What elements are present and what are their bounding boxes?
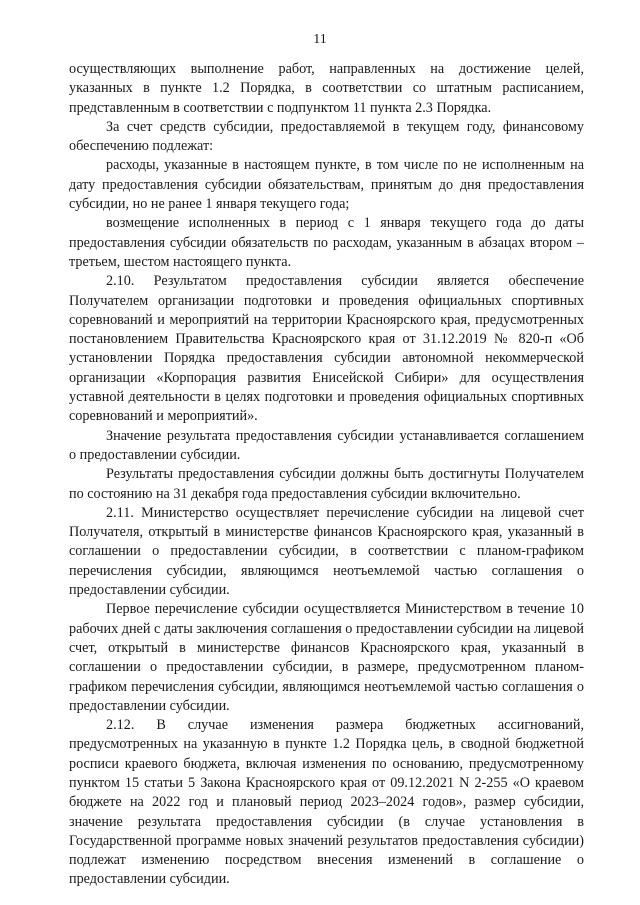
document-body [69,60,584,890]
paragraph-9: Первое перечисление субсидии осуществляется Министерством в течение 10 рабочих дней с даты заключения соглашения о предоставлении субсидии на лицевой счет, открытый в министерстве финансов Красноярского края, указанный в соглашении о предоставлении субсидии, в размере, предусмотренном планом-графиком перечисления субсидии, являющимся неотъемлемой частью соглашения о предоставлении субсидии. [69,601,584,714]
paragraph-1: осуществляющих выполнение работ, направленных на достижение целей, указанных в пункте 1.2 Порядка, в соответствии со штатным расписанием, представленным в соответствии с подпунктом 11 пункта 2.3 Порядка. [69,61,584,116]
page-number: 11 [313,32,327,47]
paragraph-2: За счет средств субсидии, предоставляемой в текущем году, финансовому обеспечению подлежат: [69,118,584,155]
paragraph-3: расходы, указанные в настоящем пункте, в том числе по не исполненным на дату предоставления субсидии обязательствам, принятым до дня предоставления субсидии, но не ранее 1 января текущего года; [69,157,584,213]
paragraph-6: Значение результата предоставления субсидии устанавливается соглашением о предоставлении субсидии. [69,427,584,463]
paragraph-7: Результаты предоставления субсидии должны быть достигнуты Получателем по состоянию на 31 декабря года предоставления субсидии включительно. [69,466,584,502]
paragraph-4: возмещение исполненных в период с 1 января текущего года до даты предоставления субсидии обязательств по расходам, указанным в абзацах втором – третьем, шестом настоящего пункта. [69,215,584,270]
paragraph-8: 2.11. Министерство осуществляет перечисление субсидии на лицевой счет Получателя, открытый в министерстве финансов Красноярского края, указанный в соглашении о предоставлении субсидии, в соответствии с планом-графиком перечисления субсидии, являющимся неотъемлемой частью соглашения о предоставлении субсидии. [69,504,584,599]
paragraph-5: 2.10. Результатом предоставления субсидии является обеспечение Получателем организации подготовки и проведения официальных спортивных соревнований и мероприятий на территории Красноярского края, предусмотренных постановлением Правительства Красноярского края от 31.12.2019 № 820-п «Об установлении Порядка предоставления субсидии автономной некоммерческой организации «Корпорация развития Енисейской Сибири» для осуществления уставной деятельности в целях подготовки и проведения официальных спортивных соревнований и мероприятий». [69,273,584,425]
paragraph-10: 2.12. В случае изменения размера бюджетных ассигнований, предусмотренных на указанную в пункте 1.2 Порядка цель, в сводной бюджетной росписи краевого бюджета, включая изменения по основанию, предусмотренному пунктом 15 статьи 5 Закона Красноярского края от 09.12.2021 N 2-255 «О краевом бюджете на 2022 год и плановый период 2023–2024 годов», размер субсидии, значение результата предоставления субсидии (в случае установления в Государственной программе новых значений результатов предоставления субсидии) подлежат изменению посредством внесения изменений в соглашение о предоставлении субсидии. [69,717,584,888]
